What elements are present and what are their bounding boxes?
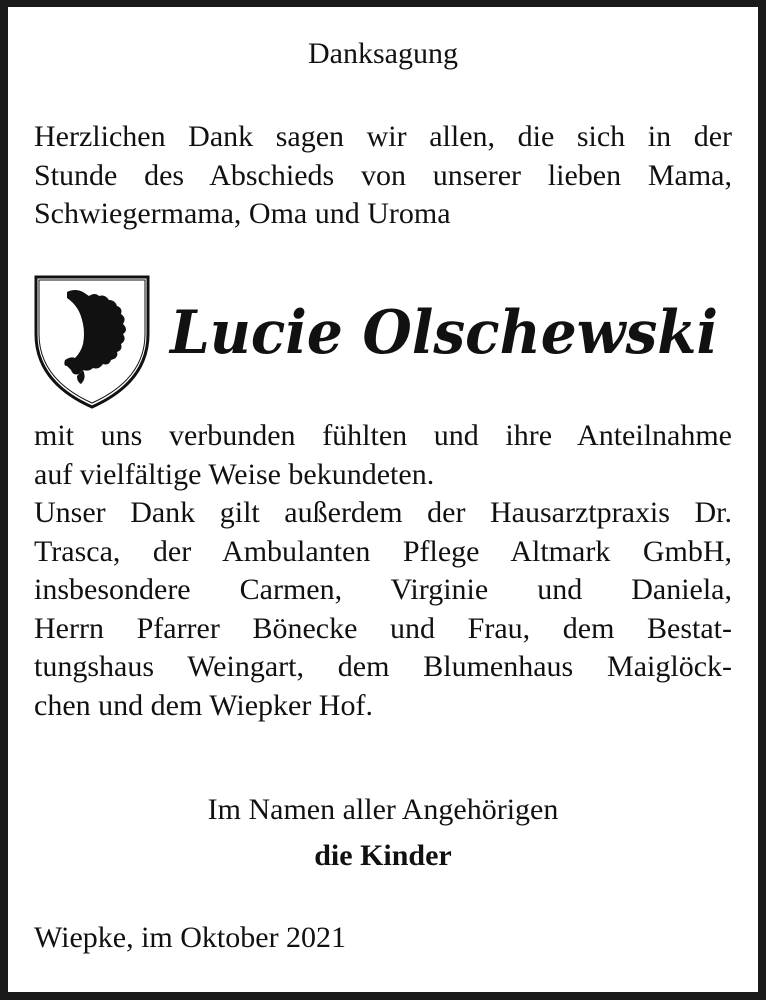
body-line: tungshaus Weingart, dem Blumenhaus Maiglöck- — [34, 650, 732, 683]
intro-line: Stunde des Abschieds von unserer lieben Mama, — [34, 158, 732, 192]
body-line: mit uns verbunden fühlten und ihre Anteilnahme — [34, 419, 732, 452]
body-line: Herrn Pfarrer Bönecke und Frau, dem Bestat- — [34, 611, 732, 645]
deceased-name-text: Lucie Olschewski — [168, 298, 719, 368]
body-line: auf vielfältige Weise bekundeten. — [34, 457, 435, 491]
body-paragraph — [34, 417, 732, 725]
body-line: insbesondere Carmen, Virginie und Daniela, — [34, 573, 732, 606]
body-line: Unser Dank gilt außerdem der Hausarztpraxis Dr. — [34, 496, 732, 529]
body-line: Trasca, der Ambulanten Pflege Altmark GmbH, — [34, 534, 732, 568]
intro-paragraph — [34, 118, 732, 234]
notice-heading: Danksagung — [308, 37, 458, 70]
closing-line: Im Namen aller Angehörigen — [207, 793, 559, 826]
place-and-date: Wiepke, im Oktober 2021 — [34, 921, 347, 954]
body-line: chen und dem Wiepker Hof. — [34, 688, 373, 722]
coat-of-arms-icon — [33, 274, 151, 410]
deceased-name — [166, 287, 726, 379]
signature-line: die Kinder — [314, 839, 452, 872]
intro-line: Schwiegermama, Oma und Uroma — [34, 197, 451, 230]
intro-line: Herzlichen Dank sagen wir allen, die sich in der — [34, 120, 732, 153]
